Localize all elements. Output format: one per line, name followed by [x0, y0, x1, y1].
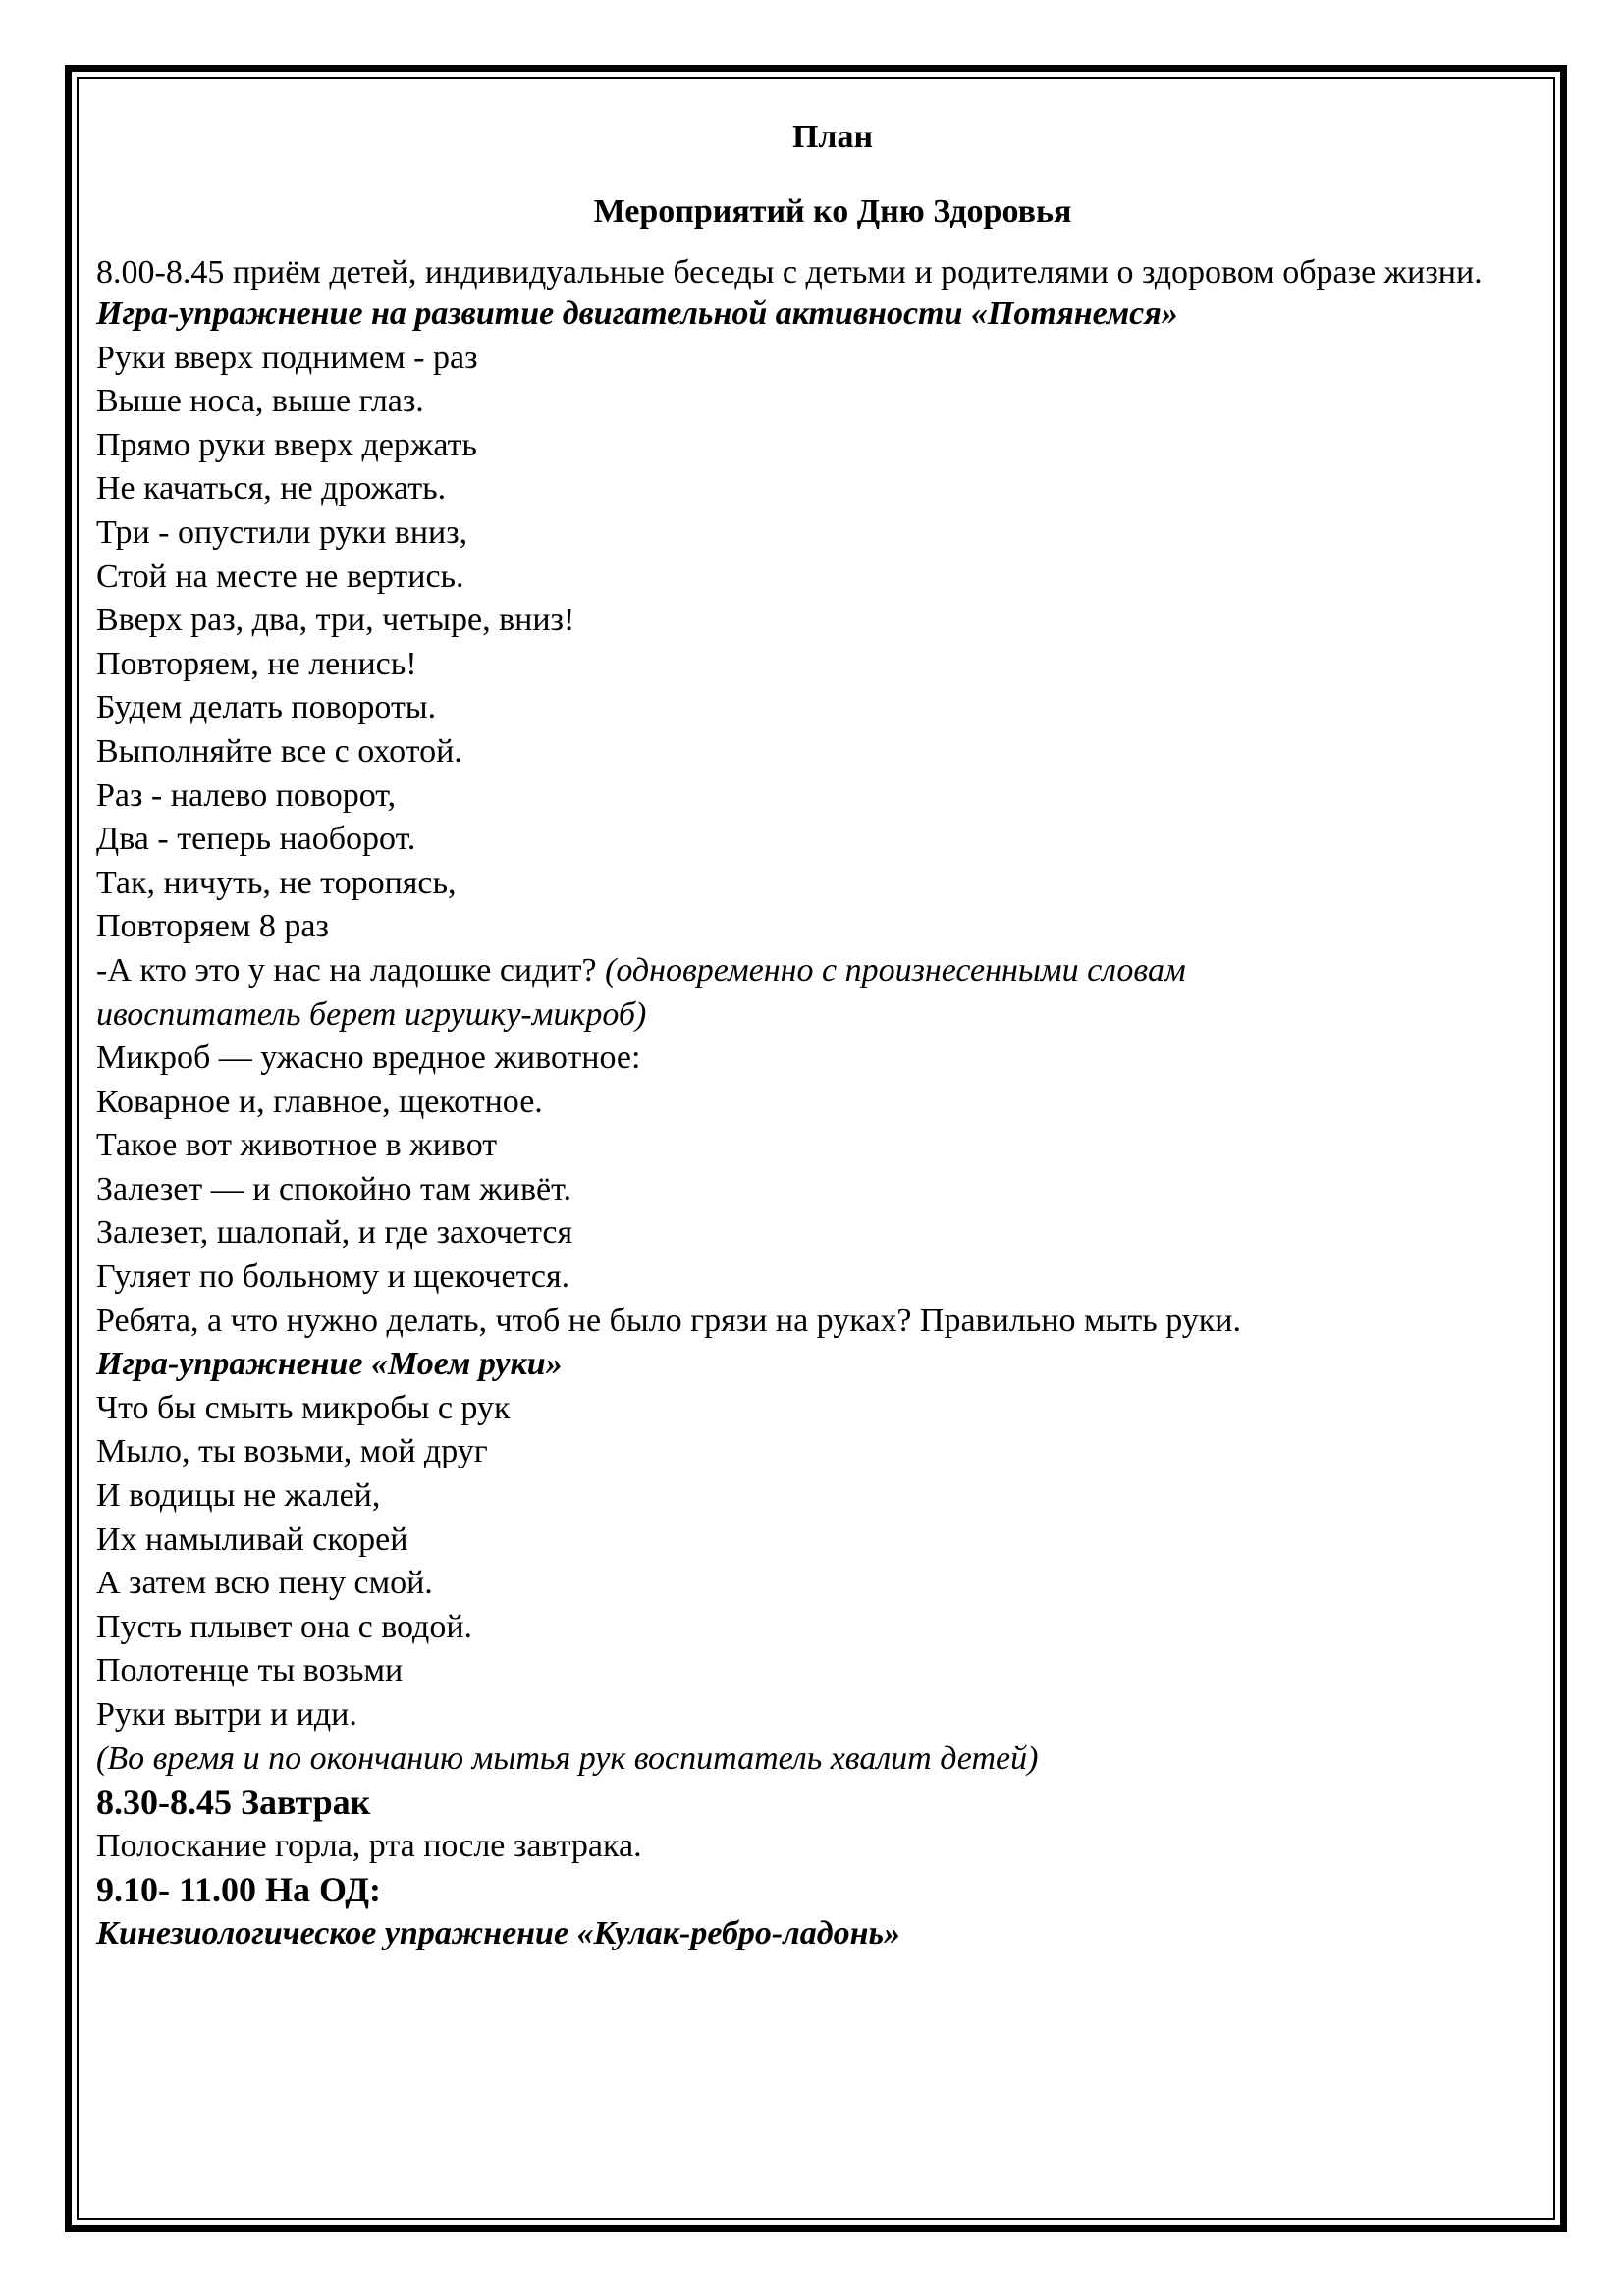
verse-line: Гуляет по больному и щекочется.	[96, 1258, 570, 1296]
document-subtitle: Мероприятий ко Дню Здоровья	[593, 193, 1072, 230]
verse-line: Выполняйте все с охотой.	[96, 732, 462, 770]
verse-line: Руки вверх поднимем - раз	[96, 339, 478, 376]
verse-line: Стой на месте не вертись.	[96, 558, 464, 595]
breakfast-heading: 8.30-8.45 Завтрак	[96, 1783, 371, 1823]
verse-line: Залезет — и спокойно там живёт.	[96, 1170, 571, 1207]
verse-line: И водицы не жалей,	[96, 1477, 381, 1515]
verse-line: Коварное и, главное, щекотное.	[96, 1083, 543, 1120]
verse-line: Мыло, ты возьми, мой друг	[96, 1433, 488, 1470]
verse-line: Будем делать повороты.	[96, 689, 437, 726]
game1-verse	[96, 337, 1490, 949]
document-body	[96, 116, 1490, 1956]
question-line	[96, 949, 1490, 993]
verse-line: Вверх раз, два, три, четыре, вниз!	[96, 602, 575, 639]
verse-line: Полотенце ты возьми	[96, 1652, 404, 1689]
game1-heading: Игра-упражнение на развитие двигательной активности «Потянемся»	[96, 295, 1178, 332]
verse-line: Повторяем, не ленись!	[96, 645, 417, 682]
game2-note: (Во время и по окончанию мытья рук воспитатель хвалит детей)	[96, 1739, 1039, 1777]
verse-line: Не качаться, не дрожать.	[96, 470, 447, 507]
verse-line: Три - опустили руки вниз,	[96, 513, 468, 551]
verse-line: Такое вот животное в живот	[96, 1127, 498, 1164]
verse-line: Повторяем 8 раз	[96, 908, 329, 945]
kinesio-heading: Кинезиологическое упражнение «Кулак-ребро-ладонь»	[96, 1914, 900, 1951]
microbe-verse	[96, 1037, 1490, 1343]
document-title: План	[791, 119, 874, 155]
verse-line: Ребята, а что нужно делать, чтоб не было грязи на руках? Правильно мыть руки.	[96, 1302, 1241, 1339]
verse-line: Прямо руки вверх держать	[96, 426, 477, 463]
verse-line: Их намыливай скорей	[96, 1521, 408, 1558]
verse-line: Пусть плывет она с водой.	[96, 1608, 473, 1645]
verse-line: Руки вытри и иди.	[96, 1696, 357, 1733]
verse-line: Выше носа, выше глаз.	[96, 383, 424, 420]
od-heading: 9.10- 11.00 На ОД:	[96, 1870, 381, 1910]
game2-heading: Игра-упражнение «Моем руки»	[96, 1346, 563, 1383]
verse-line: Так, ничуть, не торопясь,	[96, 864, 457, 901]
game2-verse	[96, 1387, 1490, 1737]
intro-paragraph: 8.00-8.45 приём детей, индивидуальные беседы с детьми и родителями о здоровом образе жизни.	[96, 254, 1483, 291]
question-text: -А кто это у нас на ладошке сидит?	[96, 951, 606, 988]
verse-line: А затем всю пену смой.	[96, 1565, 433, 1602]
verse-line: Два - теперь наоборот.	[96, 821, 416, 858]
verse-line: Микроб — ужасно вредное животное:	[96, 1040, 641, 1077]
verse-line: Что бы смыть микробы с рук	[96, 1389, 511, 1426]
breakfast-text: Полоскание горла, рта после завтрака.	[96, 1827, 642, 1864]
question-note-continued: ивоспитатель берет игрушку-микроб)	[96, 995, 647, 1033]
verse-line: Залезет, шалопай, и где захочется	[96, 1214, 573, 1252]
verse-line: Раз - налево поворот,	[96, 776, 397, 814]
question-note: (одновременно с произнесенными словам	[605, 951, 1186, 988]
